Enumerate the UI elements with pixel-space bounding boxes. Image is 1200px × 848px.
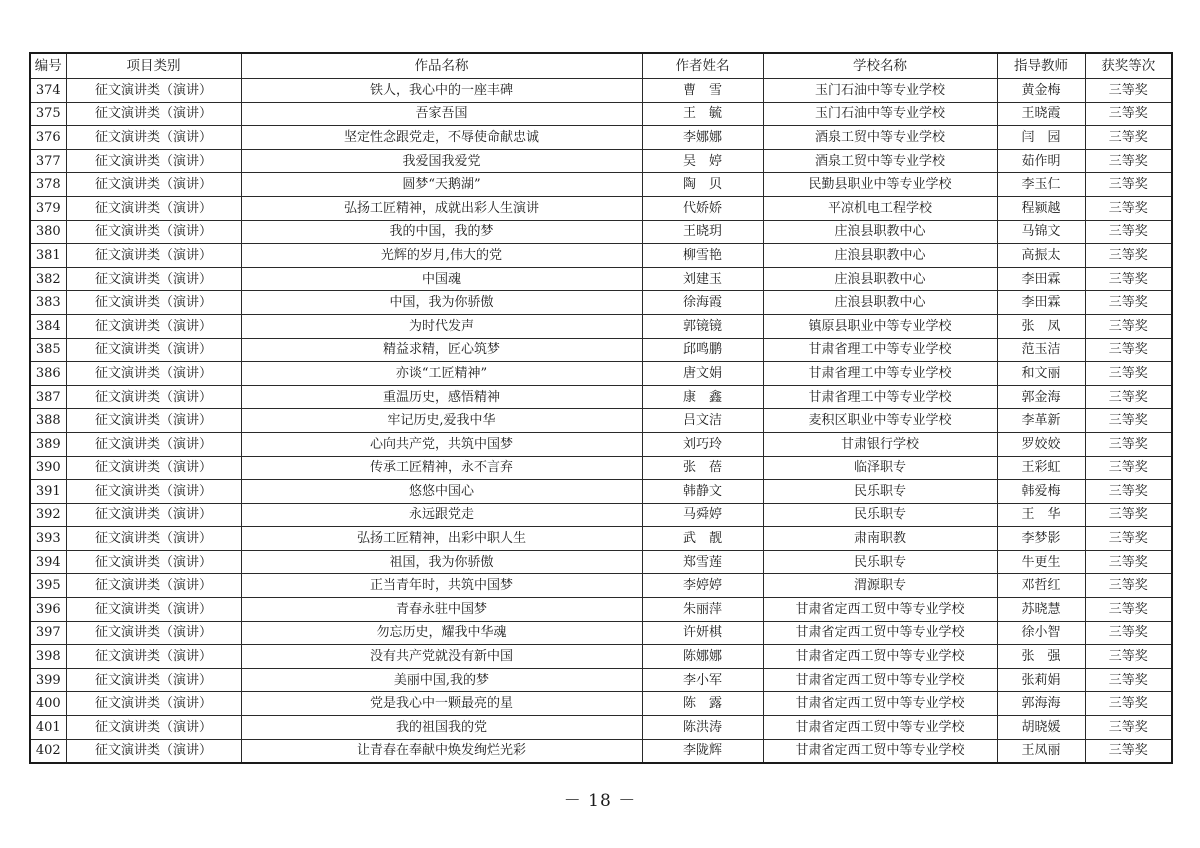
table-row bbox=[30, 267, 1172, 291]
cell-author: 陈娜娜 bbox=[642, 645, 763, 669]
cell-author: 刘巧玲 bbox=[642, 432, 763, 456]
cell-award: 三等奖 bbox=[1085, 291, 1172, 315]
cell-category: 征文演讲类（演讲） bbox=[66, 739, 241, 763]
cell-work-title: 让青春在奉献中焕发绚烂光彩 bbox=[241, 739, 642, 763]
cell-teacher: 张 强 bbox=[997, 645, 1085, 669]
cell-award: 三等奖 bbox=[1085, 716, 1172, 740]
cell-work-title: 中国，我为你骄傲 bbox=[241, 291, 642, 315]
cell-category: 征文演讲类（演讲） bbox=[66, 668, 241, 692]
cell-number: 379 bbox=[30, 196, 66, 220]
cell-school: 民乐职专 bbox=[763, 480, 997, 504]
cell-school: 甘肃省定西工贸中等专业学校 bbox=[763, 621, 997, 645]
cell-award: 三等奖 bbox=[1085, 480, 1172, 504]
table-row bbox=[30, 362, 1172, 386]
cell-award: 三等奖 bbox=[1085, 267, 1172, 291]
cell-author: 康 鑫 bbox=[642, 385, 763, 409]
cell-category: 征文演讲类（演讲） bbox=[66, 220, 241, 244]
cell-school: 甘肃省定西工贸中等专业学校 bbox=[763, 645, 997, 669]
cell-award: 三等奖 bbox=[1085, 692, 1172, 716]
cell-number: 391 bbox=[30, 480, 66, 504]
cell-work-title: 亦谈“工匠精神” bbox=[241, 362, 642, 386]
table-row bbox=[30, 621, 1172, 645]
cell-teacher: 牛更生 bbox=[997, 550, 1085, 574]
cell-teacher: 李梦影 bbox=[997, 527, 1085, 551]
cell-school: 渭源职专 bbox=[763, 574, 997, 598]
table-row bbox=[30, 692, 1172, 716]
cell-school: 甘肃省理工中等专业学校 bbox=[763, 362, 997, 386]
cell-number: 398 bbox=[30, 645, 66, 669]
cell-number: 375 bbox=[30, 102, 66, 126]
cell-award: 三等奖 bbox=[1085, 244, 1172, 268]
cell-teacher: 郭海海 bbox=[997, 692, 1085, 716]
cell-category: 征文演讲类（演讲） bbox=[66, 291, 241, 315]
cell-work-title: 弘扬工匠精神，成就出彩人生演讲 bbox=[241, 196, 642, 220]
table-row bbox=[30, 173, 1172, 197]
cell-author: 刘建玉 bbox=[642, 267, 763, 291]
cell-category: 征文演讲类（演讲） bbox=[66, 126, 241, 150]
table-row bbox=[30, 385, 1172, 409]
header-category: 项目类别 bbox=[66, 53, 241, 79]
cell-author: 吴 婷 bbox=[642, 149, 763, 173]
cell-school: 庄浪县职教中心 bbox=[763, 244, 997, 268]
cell-category: 征文演讲类（演讲） bbox=[66, 244, 241, 268]
table-row bbox=[30, 645, 1172, 669]
cell-author: 张 蓓 bbox=[642, 456, 763, 480]
cell-teacher: 马锦文 bbox=[997, 220, 1085, 244]
cell-number: 402 bbox=[30, 739, 66, 763]
cell-work-title: 正当青年时，共筑中国梦 bbox=[241, 574, 642, 598]
cell-category: 征文演讲类（演讲） bbox=[66, 409, 241, 433]
cell-number: 389 bbox=[30, 432, 66, 456]
cell-teacher: 范玉洁 bbox=[997, 338, 1085, 362]
cell-author: 李娜娜 bbox=[642, 126, 763, 150]
cell-teacher: 高振太 bbox=[997, 244, 1085, 268]
table-row bbox=[30, 739, 1172, 763]
cell-school: 民勤县职业中等专业学校 bbox=[763, 173, 997, 197]
cell-award: 三等奖 bbox=[1085, 220, 1172, 244]
cell-award: 三等奖 bbox=[1085, 196, 1172, 220]
cell-author: 陶 贝 bbox=[642, 173, 763, 197]
cell-teacher: 张 凤 bbox=[997, 314, 1085, 338]
cell-category: 征文演讲类（演讲） bbox=[66, 480, 241, 504]
table-row bbox=[30, 432, 1172, 456]
award-list-sheet bbox=[29, 52, 1171, 764]
table-row bbox=[30, 716, 1172, 740]
table-row bbox=[30, 220, 1172, 244]
cell-award: 三等奖 bbox=[1085, 338, 1172, 362]
table-row bbox=[30, 503, 1172, 527]
cell-category: 征文演讲类（演讲） bbox=[66, 149, 241, 173]
cell-category: 征文演讲类（演讲） bbox=[66, 692, 241, 716]
cell-teacher: 邓哲红 bbox=[997, 574, 1085, 598]
cell-author: 曹 雪 bbox=[642, 79, 763, 103]
cell-number: 381 bbox=[30, 244, 66, 268]
cell-author: 代娇娇 bbox=[642, 196, 763, 220]
cell-school: 甘肃省定西工贸中等专业学校 bbox=[763, 598, 997, 622]
cell-author: 郑雪莲 bbox=[642, 550, 763, 574]
table-row bbox=[30, 668, 1172, 692]
cell-category: 征文演讲类（演讲） bbox=[66, 716, 241, 740]
cell-number: 388 bbox=[30, 409, 66, 433]
cell-school: 酒泉工贸中等专业学校 bbox=[763, 149, 997, 173]
cell-award: 三等奖 bbox=[1085, 574, 1172, 598]
header-row bbox=[30, 53, 1172, 79]
cell-number: 392 bbox=[30, 503, 66, 527]
cell-number: 387 bbox=[30, 385, 66, 409]
cell-award: 三等奖 bbox=[1085, 79, 1172, 103]
cell-work-title: 青春永驻中国梦 bbox=[241, 598, 642, 622]
cell-category: 征文演讲类（演讲） bbox=[66, 362, 241, 386]
cell-number: 400 bbox=[30, 692, 66, 716]
cell-work-title: 精益求精，匠心筑梦 bbox=[241, 338, 642, 362]
cell-category: 征文演讲类（演讲） bbox=[66, 338, 241, 362]
cell-work-title: 牢记历史,爱我中华 bbox=[241, 409, 642, 433]
cell-category: 征文演讲类（演讲） bbox=[66, 527, 241, 551]
header-teacher: 指导教师 bbox=[997, 53, 1085, 79]
cell-category: 征文演讲类（演讲） bbox=[66, 621, 241, 645]
cell-award: 三等奖 bbox=[1085, 385, 1172, 409]
cell-category: 征文演讲类（演讲） bbox=[66, 173, 241, 197]
cell-author: 李陇辉 bbox=[642, 739, 763, 763]
cell-author: 马舜婷 bbox=[642, 503, 763, 527]
table-row bbox=[30, 291, 1172, 315]
cell-award: 三等奖 bbox=[1085, 645, 1172, 669]
cell-number: 377 bbox=[30, 149, 66, 173]
cell-number: 390 bbox=[30, 456, 66, 480]
cell-school: 甘肃银行学校 bbox=[763, 432, 997, 456]
cell-award: 三等奖 bbox=[1085, 149, 1172, 173]
header-school: 学校名称 bbox=[763, 53, 997, 79]
cell-teacher: 韩爱梅 bbox=[997, 480, 1085, 504]
cell-school: 庄浪县职教中心 bbox=[763, 220, 997, 244]
cell-number: 382 bbox=[30, 267, 66, 291]
header-award: 获奖等次 bbox=[1085, 53, 1172, 79]
cell-author: 王 毓 bbox=[642, 102, 763, 126]
cell-work-title: 坚定性念跟党走，不辱使命献忠诚 bbox=[241, 126, 642, 150]
cell-work-title: 圆梦“天鹅湖” bbox=[241, 173, 642, 197]
cell-school: 麦积区职业中等专业学校 bbox=[763, 409, 997, 433]
cell-work-title: 中国魂 bbox=[241, 267, 642, 291]
cell-school: 甘肃省定西工贸中等专业学校 bbox=[763, 739, 997, 763]
table-row bbox=[30, 480, 1172, 504]
cell-author: 许妍棋 bbox=[642, 621, 763, 645]
cell-teacher: 和文丽 bbox=[997, 362, 1085, 386]
cell-work-title: 为时代发声 bbox=[241, 314, 642, 338]
table-row bbox=[30, 527, 1172, 551]
cell-award: 三等奖 bbox=[1085, 409, 1172, 433]
cell-award: 三等奖 bbox=[1085, 432, 1172, 456]
cell-award: 三等奖 bbox=[1085, 621, 1172, 645]
cell-work-title: 我的中国，我的梦 bbox=[241, 220, 642, 244]
cell-teacher: 张莉娟 bbox=[997, 668, 1085, 692]
cell-school: 甘肃省理工中等专业学校 bbox=[763, 385, 997, 409]
cell-teacher: 王凤丽 bbox=[997, 739, 1085, 763]
table-row bbox=[30, 126, 1172, 150]
cell-number: 378 bbox=[30, 173, 66, 197]
cell-number: 394 bbox=[30, 550, 66, 574]
table-header bbox=[30, 53, 1172, 79]
cell-teacher: 王彩虹 bbox=[997, 456, 1085, 480]
cell-author: 李婷婷 bbox=[642, 574, 763, 598]
cell-work-title: 勿忘历史，耀我中华魂 bbox=[241, 621, 642, 645]
cell-award: 三等奖 bbox=[1085, 126, 1172, 150]
cell-number: 397 bbox=[30, 621, 66, 645]
cell-number: 395 bbox=[30, 574, 66, 598]
cell-school: 平凉机电工程学校 bbox=[763, 196, 997, 220]
cell-teacher: 徐小智 bbox=[997, 621, 1085, 645]
cell-teacher: 李玉仁 bbox=[997, 173, 1085, 197]
cell-number: 376 bbox=[30, 126, 66, 150]
cell-author: 徐海霞 bbox=[642, 291, 763, 315]
table-body bbox=[30, 79, 1172, 764]
cell-number: 401 bbox=[30, 716, 66, 740]
header-title: 作品名称 bbox=[241, 53, 642, 79]
cell-category: 征文演讲类（演讲） bbox=[66, 102, 241, 126]
table-row bbox=[30, 314, 1172, 338]
cell-work-title: 党是我心中一颗最亮的星 bbox=[241, 692, 642, 716]
cell-work-title: 铁人，我心中的一座丰碑 bbox=[241, 79, 642, 103]
cell-work-title: 永远跟党走 bbox=[241, 503, 642, 527]
cell-teacher: 王 华 bbox=[997, 503, 1085, 527]
cell-teacher: 茹作明 bbox=[997, 149, 1085, 173]
cell-teacher: 闫 园 bbox=[997, 126, 1085, 150]
cell-work-title: 祖国，我为你骄傲 bbox=[241, 550, 642, 574]
cell-number: 384 bbox=[30, 314, 66, 338]
cell-teacher: 黄金梅 bbox=[997, 79, 1085, 103]
cell-author: 朱丽萍 bbox=[642, 598, 763, 622]
cell-award: 三等奖 bbox=[1085, 362, 1172, 386]
cell-school: 庄浪县职教中心 bbox=[763, 267, 997, 291]
cell-school: 临泽职专 bbox=[763, 456, 997, 480]
cell-teacher: 苏晓慧 bbox=[997, 598, 1085, 622]
cell-author: 邱鸣鹏 bbox=[642, 338, 763, 362]
cell-school: 肃南职教 bbox=[763, 527, 997, 551]
cell-category: 征文演讲类（演讲） bbox=[66, 598, 241, 622]
cell-school: 民乐职专 bbox=[763, 503, 997, 527]
cell-category: 征文演讲类（演讲） bbox=[66, 550, 241, 574]
cell-school: 甘肃省定西工贸中等专业学校 bbox=[763, 716, 997, 740]
table-row bbox=[30, 244, 1172, 268]
table-row bbox=[30, 196, 1172, 220]
cell-work-title: 我的祖国我的党 bbox=[241, 716, 642, 740]
cell-work-title: 传承工匠精神，永不言弃 bbox=[241, 456, 642, 480]
cell-school: 镇原县职业中等专业学校 bbox=[763, 314, 997, 338]
cell-author: 陈洪涛 bbox=[642, 716, 763, 740]
cell-category: 征文演讲类（演讲） bbox=[66, 456, 241, 480]
cell-category: 征文演讲类（演讲） bbox=[66, 385, 241, 409]
cell-category: 征文演讲类（演讲） bbox=[66, 432, 241, 456]
cell-work-title: 悠悠中国心 bbox=[241, 480, 642, 504]
cell-number: 386 bbox=[30, 362, 66, 386]
cell-category: 征文演讲类（演讲） bbox=[66, 645, 241, 669]
cell-award: 三等奖 bbox=[1085, 102, 1172, 126]
award-table bbox=[29, 52, 1173, 764]
cell-teacher: 王晓霞 bbox=[997, 102, 1085, 126]
cell-school: 民乐职专 bbox=[763, 550, 997, 574]
cell-author: 吕文洁 bbox=[642, 409, 763, 433]
cell-number: 385 bbox=[30, 338, 66, 362]
cell-author: 武 靓 bbox=[642, 527, 763, 551]
cell-school: 玉门石油中等专业学校 bbox=[763, 79, 997, 103]
cell-category: 征文演讲类（演讲） bbox=[66, 267, 241, 291]
cell-school: 酒泉工贸中等专业学校 bbox=[763, 126, 997, 150]
cell-award: 三等奖 bbox=[1085, 314, 1172, 338]
cell-work-title: 吾家吾国 bbox=[241, 102, 642, 126]
cell-number: 374 bbox=[30, 79, 66, 103]
cell-work-title: 没有共产党就没有新中国 bbox=[241, 645, 642, 669]
cell-author: 李小军 bbox=[642, 668, 763, 692]
cell-award: 三等奖 bbox=[1085, 739, 1172, 763]
cell-award: 三等奖 bbox=[1085, 550, 1172, 574]
cell-award: 三等奖 bbox=[1085, 527, 1172, 551]
table-row bbox=[30, 574, 1172, 598]
page-number: － 18 － bbox=[563, 791, 637, 811]
cell-author: 韩静文 bbox=[642, 480, 763, 504]
table-row bbox=[30, 102, 1172, 126]
cell-number: 393 bbox=[30, 527, 66, 551]
cell-award: 三等奖 bbox=[1085, 598, 1172, 622]
cell-category: 征文演讲类（演讲） bbox=[66, 574, 241, 598]
cell-teacher: 李田霖 bbox=[997, 267, 1085, 291]
header-author: 作者姓名 bbox=[642, 53, 763, 79]
cell-number: 396 bbox=[30, 598, 66, 622]
cell-category: 征文演讲类（演讲） bbox=[66, 79, 241, 103]
cell-school: 甘肃省定西工贸中等专业学校 bbox=[763, 692, 997, 716]
cell-work-title: 弘扬工匠精神，出彩中职人生 bbox=[241, 527, 642, 551]
cell-author: 郭镜镜 bbox=[642, 314, 763, 338]
table-row bbox=[30, 149, 1172, 173]
cell-author: 王晓玥 bbox=[642, 220, 763, 244]
table-row bbox=[30, 550, 1172, 574]
cell-work-title: 光辉的岁月,伟大的党 bbox=[241, 244, 642, 268]
cell-award: 三等奖 bbox=[1085, 456, 1172, 480]
cell-school: 庄浪县职教中心 bbox=[763, 291, 997, 315]
cell-teacher: 郭金海 bbox=[997, 385, 1085, 409]
cell-author: 唐文娟 bbox=[642, 362, 763, 386]
cell-category: 征文演讲类（演讲） bbox=[66, 314, 241, 338]
table-row bbox=[30, 79, 1172, 103]
cell-award: 三等奖 bbox=[1085, 503, 1172, 527]
cell-author: 柳雪艳 bbox=[642, 244, 763, 268]
cell-work-title: 心向共产党，共筑中国梦 bbox=[241, 432, 642, 456]
cell-teacher: 李田霖 bbox=[997, 291, 1085, 315]
table-row bbox=[30, 409, 1172, 433]
cell-work-title: 我爱国我爱党 bbox=[241, 149, 642, 173]
header-no: 编号 bbox=[30, 53, 66, 79]
cell-award: 三等奖 bbox=[1085, 173, 1172, 197]
cell-category: 征文演讲类（演讲） bbox=[66, 196, 241, 220]
cell-teacher: 罗姣姣 bbox=[997, 432, 1085, 456]
cell-category: 征文演讲类（演讲） bbox=[66, 503, 241, 527]
cell-teacher: 程颍越 bbox=[997, 196, 1085, 220]
cell-work-title: 美丽中国,我的梦 bbox=[241, 668, 642, 692]
table-row bbox=[30, 598, 1172, 622]
cell-number: 380 bbox=[30, 220, 66, 244]
cell-teacher: 胡晓媛 bbox=[997, 716, 1085, 740]
cell-work-title: 重温历史，感悟精神 bbox=[241, 385, 642, 409]
cell-number: 383 bbox=[30, 291, 66, 315]
cell-teacher: 李革新 bbox=[997, 409, 1085, 433]
cell-number: 399 bbox=[30, 668, 66, 692]
cell-school: 甘肃省定西工贸中等专业学校 bbox=[763, 668, 997, 692]
cell-school: 玉门石油中等专业学校 bbox=[763, 102, 997, 126]
cell-school: 甘肃省理工中等专业学校 bbox=[763, 338, 997, 362]
table-row bbox=[30, 456, 1172, 480]
cell-award: 三等奖 bbox=[1085, 668, 1172, 692]
cell-author: 陈 露 bbox=[642, 692, 763, 716]
table-row bbox=[30, 338, 1172, 362]
